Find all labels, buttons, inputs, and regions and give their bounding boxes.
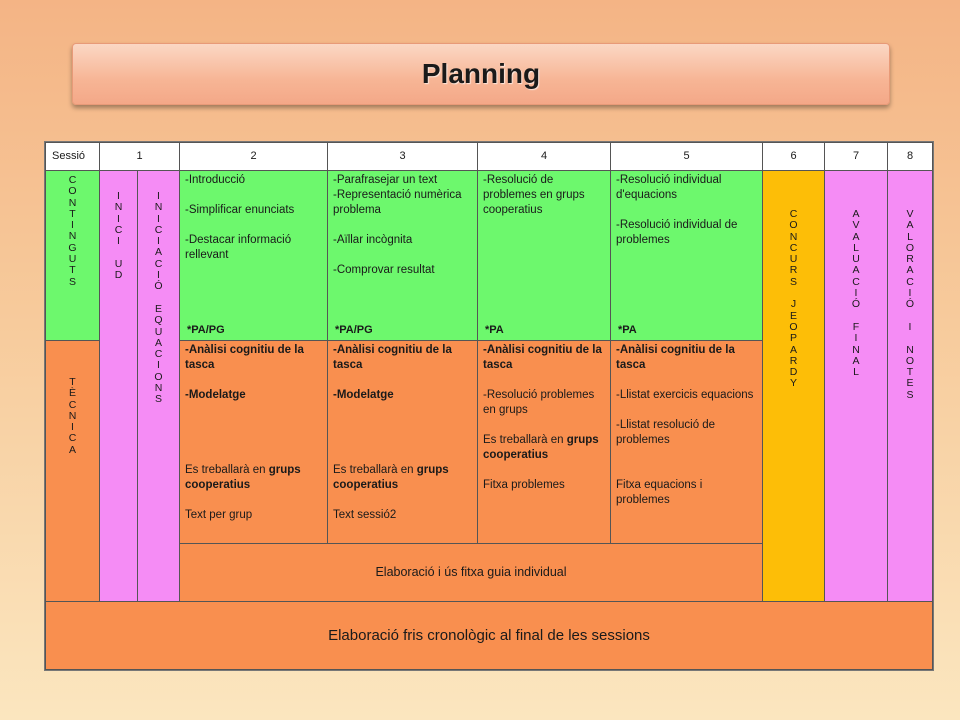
tecnica-s5-fitxa: Fitxa equacions i problemes xyxy=(616,479,703,506)
header-session-1: 1 xyxy=(99,142,180,171)
tecnica-s3-text: Text sessió2 xyxy=(333,509,397,521)
tecnica-s5-exercicis: -Llistat exercicis equacions xyxy=(616,389,754,401)
content-line xyxy=(616,203,757,218)
tag-session-5: *PA xyxy=(618,324,637,336)
tag-session-4: *PA xyxy=(485,324,504,336)
header-session-4: 4 xyxy=(477,142,611,171)
tecnica-s4-analisi: -Anàlisi cognitiu de la tasca xyxy=(483,344,602,371)
header-session-3: 3 xyxy=(327,142,478,171)
tecnica-session-5 xyxy=(610,340,763,544)
content-line: -Resolució individual d'equacions xyxy=(616,174,722,201)
title-banner xyxy=(72,43,890,105)
continguts-session-3 xyxy=(327,170,478,341)
content-line: -Introducció xyxy=(185,174,246,186)
content-line xyxy=(185,188,322,203)
tecnica-s4-fitxa: Fitxa problemes xyxy=(483,479,565,491)
tecnica-s2-text: Text per grup xyxy=(185,509,253,521)
header-session-8: 8 xyxy=(887,142,933,171)
session7-avaluacio-column xyxy=(824,170,888,602)
guia-individual-row xyxy=(179,543,763,602)
continguts-vertical-label: C O N T I N G U T S xyxy=(68,174,77,288)
tecnica-s4-grups: Es treballarà en grups cooperatius xyxy=(483,434,599,461)
tecnica-s5-analisi: -Anàlisi cognitiu de la tasca xyxy=(616,344,735,371)
session6-concurs-column xyxy=(762,170,825,602)
content-line: -Resolució de problemes en grups cooperatius xyxy=(483,174,585,216)
content-line xyxy=(333,218,472,233)
header-session-5: 5 xyxy=(610,142,763,171)
content-line: -Simplificar enunciats xyxy=(185,204,295,216)
valoracio-vertical-label: V A L O R A C I Ó I N O T E S xyxy=(905,208,915,401)
avaluacio-vertical-label: A V A L U A C I Ó F I N A L xyxy=(851,208,861,379)
content-line: -Resolució individual de problemes xyxy=(616,219,738,246)
tecnica-session-4 xyxy=(477,340,611,544)
fris-text: Elaboració fris cronològic al final de les sessions xyxy=(328,627,650,644)
header-session-7: 7 xyxy=(824,142,888,171)
tecnica-s5-llistat: -Llistat resolució de problemes xyxy=(616,419,716,446)
guia-text: Elaboració i ús fitxa guia individual xyxy=(375,565,567,579)
tecnica-s3-modelatge: -Modelatge xyxy=(333,389,394,401)
fris-cronologic-row xyxy=(45,601,933,670)
planning-table xyxy=(44,141,934,671)
tag-session-2: *PA/PG xyxy=(187,324,225,336)
content-line xyxy=(185,218,322,233)
continguts-session-2 xyxy=(179,170,328,341)
content-line: -Aïllar incògnita xyxy=(333,234,413,246)
header-session-2: 2 xyxy=(179,142,328,171)
tecnica-s3-grups: Es treballarà en grups cooperatius xyxy=(333,464,449,491)
inici-vertical-label: I N I C I U D xyxy=(114,190,123,282)
tecnica-s3-analisi: -Anàlisi cognitiu de la tasca xyxy=(333,344,452,371)
session1-inici-column xyxy=(99,170,138,602)
tag-session-3: *PA/PG xyxy=(335,324,373,336)
page-title: Planning xyxy=(421,58,541,89)
header-sessio: Sessió xyxy=(45,142,100,171)
header-session-6: 6 xyxy=(762,142,825,171)
tecnica-session-3 xyxy=(327,340,478,544)
content-line: -Representació numèrica problema xyxy=(333,189,462,216)
iniciacio-vertical-label: I N I C I A C I Ó E Q U A C I O N S xyxy=(154,190,163,406)
content-line: -Parafrasejar un text xyxy=(333,174,438,186)
continguts-session-5 xyxy=(610,170,763,341)
tecnica-s2-modelatge: -Modelatge xyxy=(185,389,246,401)
content-line: -Comprovar resultat xyxy=(333,264,435,276)
session1-iniciacio-column xyxy=(137,170,180,602)
session8-valoracio-column xyxy=(887,170,933,602)
content-line xyxy=(333,248,472,263)
tecnica-session-2 xyxy=(179,340,328,544)
concurs-vertical-label: C O N C U R S J E O P A R D Y xyxy=(789,208,798,390)
row-label-tecnica xyxy=(45,340,100,602)
content-line: -Destacar informació rellevant xyxy=(185,234,292,261)
tecnica-vertical-label: T È C N I C A xyxy=(68,376,77,456)
tecnica-s4-resolucio: -Resolució problemes en grups xyxy=(483,389,595,416)
row-label-continguts xyxy=(45,170,100,341)
continguts-session-4 xyxy=(477,170,611,341)
tecnica-s2-analisi: -Anàlisi cognitiu de la tasca xyxy=(185,344,304,371)
tecnica-s2-grups: Es treballarà en grups cooperatius xyxy=(185,464,301,491)
